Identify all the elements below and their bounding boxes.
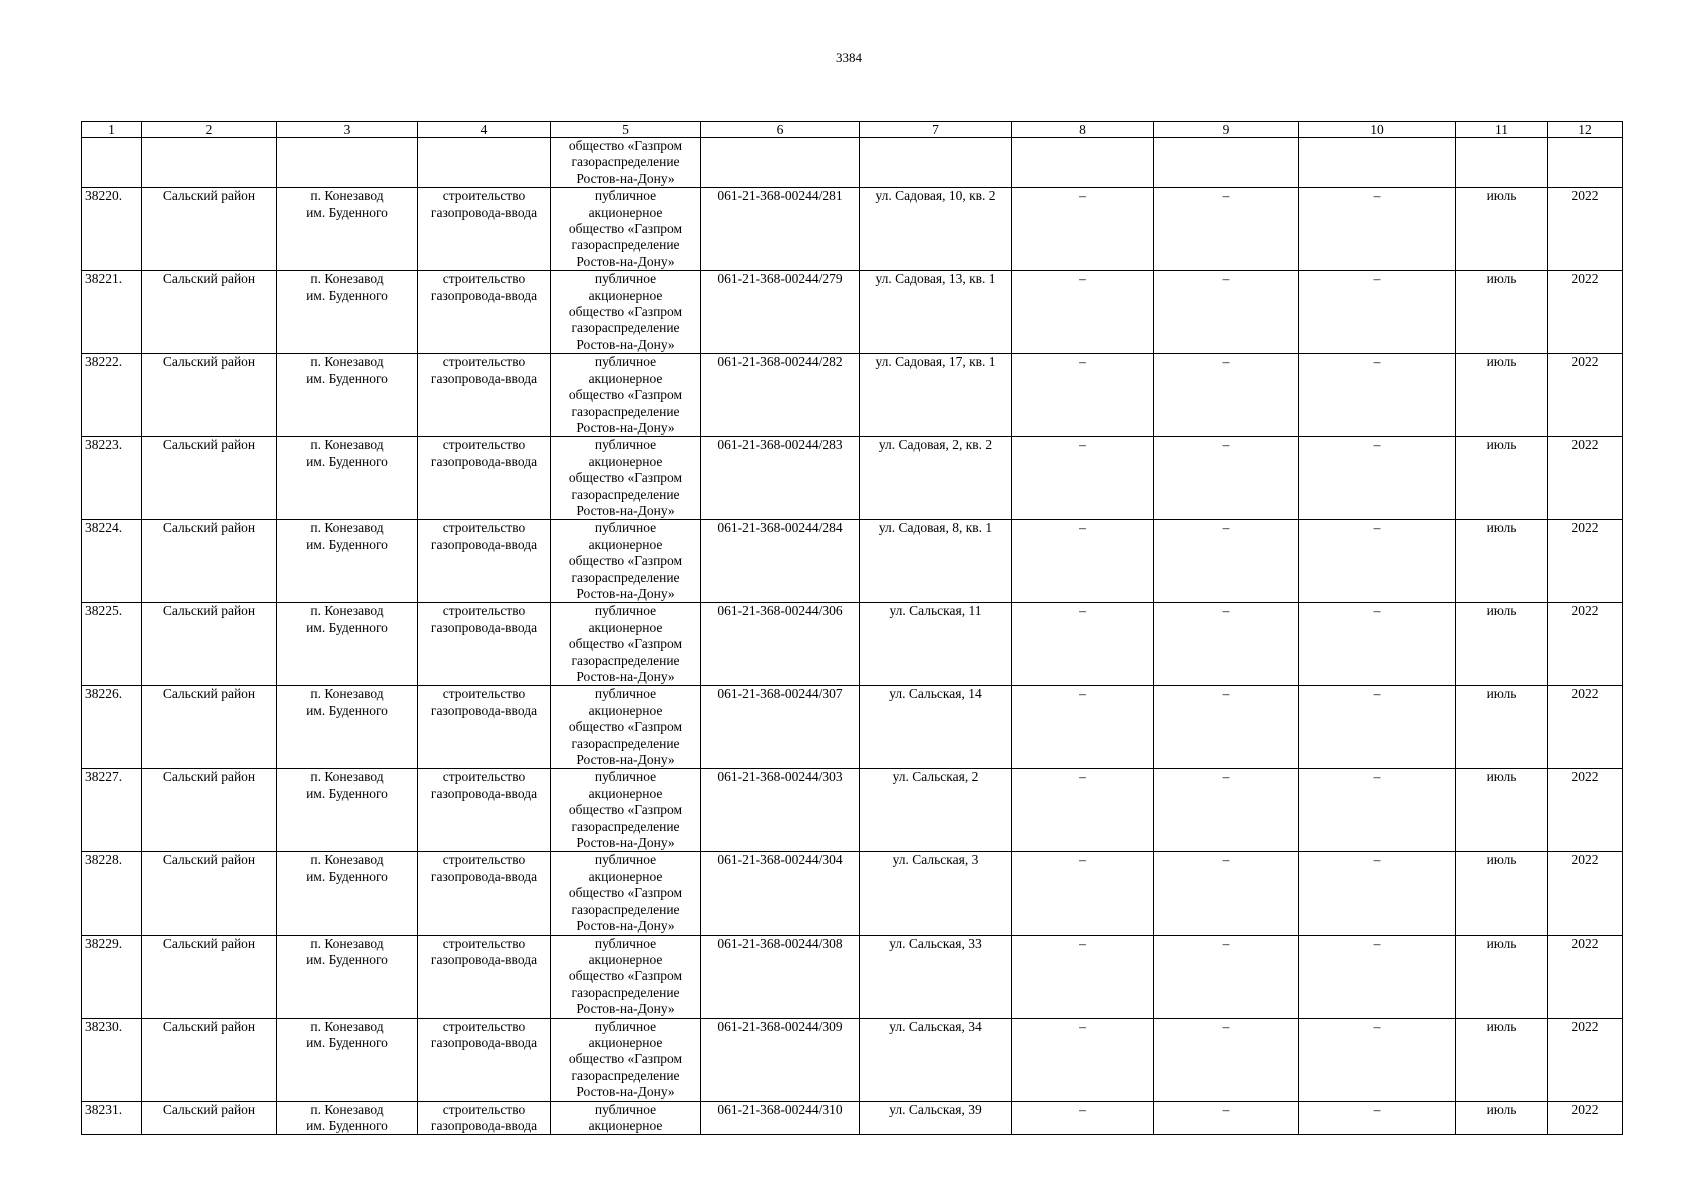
organization-cell: публичное акционерное общество «Газпром газораспределение Ростов-на-Дону» [551, 354, 701, 437]
table-row [82, 188, 1623, 271]
table-row [82, 271, 1623, 354]
work-type-cell: строительство газопровода-ввода [418, 437, 551, 520]
organization-cell: публичное акционерное общество «Газпром газораспределение Ростов-на-Дону» [551, 188, 701, 271]
row-number: 38224. [82, 520, 142, 603]
dash-cell: – [1012, 1101, 1154, 1135]
page-number: 3384 [836, 50, 862, 65]
code-cell: 061-21-368-00244/304 [701, 852, 860, 935]
district-cell: Сальский район [142, 603, 277, 686]
dash-cell: – [1299, 1101, 1456, 1135]
year-cell: 2022 [1548, 852, 1623, 935]
dash-cell: – [1012, 603, 1154, 686]
dash-cell: – [1299, 354, 1456, 437]
settlement-cell: п. Конезавод им. Буденного [277, 520, 418, 603]
row-number: 38225. [82, 603, 142, 686]
year-cell: 2022 [1548, 603, 1623, 686]
dash-cell: – [1154, 603, 1299, 686]
year-cell: 2022 [1548, 1018, 1623, 1101]
address-cell: ул. Сальская, 33 [860, 935, 1012, 1018]
dash-cell: – [1154, 437, 1299, 520]
settlement-cell: п. Конезавод им. Буденного [277, 271, 418, 354]
dash-cell: – [1012, 188, 1154, 271]
month-cell: июль [1456, 852, 1548, 935]
address-cell: ул. Сальская, 34 [860, 1018, 1012, 1101]
month-cell: июль [1456, 769, 1548, 852]
month-cell: июль [1456, 271, 1548, 354]
column-header: 1 [82, 122, 142, 138]
settlement-cell: п. Конезавод им. Буденного [277, 603, 418, 686]
dash-cell: – [1012, 437, 1154, 520]
organization-cell: публичное акционерное общество «Газпром газораспределение Ростов-на-Дону» [551, 603, 701, 686]
district-cell: Сальский район [142, 935, 277, 1018]
dash-cell: – [1154, 852, 1299, 935]
month-cell: июль [1456, 1101, 1548, 1135]
row-number: 38229. [82, 935, 142, 1018]
code-cell: 061-21-368-00244/310 [701, 1101, 860, 1135]
dash-cell: – [1299, 271, 1456, 354]
month-cell: июль [1456, 354, 1548, 437]
settlement-cell: п. Конезавод им. Буденного [277, 935, 418, 1018]
code-cell: 061-21-368-00244/283 [701, 437, 860, 520]
dash-cell: – [1154, 520, 1299, 603]
table-row [82, 520, 1623, 603]
column-number-row [82, 122, 1623, 138]
district-cell: Сальский район [142, 520, 277, 603]
dash-cell: – [1012, 686, 1154, 769]
row-number: 38228. [82, 852, 142, 935]
month-cell: июль [1456, 188, 1548, 271]
column-header: 2 [142, 122, 277, 138]
work-type-cell: строительство газопровода-ввода [418, 1101, 551, 1135]
code-cell: 061-21-368-00244/306 [701, 603, 860, 686]
registry-table [81, 121, 1623, 1135]
code-cell: 061-21-368-00244/308 [701, 935, 860, 1018]
district-cell: Сальский район [142, 271, 277, 354]
dash-cell: – [1299, 603, 1456, 686]
column-header: 7 [860, 122, 1012, 138]
work-type-cell: строительство газопровода-ввода [418, 1018, 551, 1101]
organization-cell: общество «Газпром газораспределение Ростов-на-Дону» [551, 138, 701, 188]
year-cell: 2022 [1548, 935, 1623, 1018]
continuation-row [82, 138, 1623, 188]
dash-cell: – [1154, 354, 1299, 437]
address-cell: ул. Сальская, 3 [860, 852, 1012, 935]
address-cell: ул. Сальская, 2 [860, 769, 1012, 852]
settlement-cell: п. Конезавод им. Буденного [277, 686, 418, 769]
month-cell: июль [1456, 520, 1548, 603]
dash-cell: – [1154, 686, 1299, 769]
dash-cell: – [1154, 271, 1299, 354]
code-cell: 061-21-368-00244/279 [701, 271, 860, 354]
organization-cell: публичное акционерное общество «Газпром газораспределение Ростов-на-Дону» [551, 852, 701, 935]
dash-cell: – [1154, 1101, 1299, 1135]
dash-cell: – [1012, 520, 1154, 603]
settlement-cell: п. Конезавод им. Буденного [277, 188, 418, 271]
organization-cell: публичное акционерное [551, 1101, 701, 1135]
code-cell: 061-21-368-00244/284 [701, 520, 860, 603]
address-cell: ул. Садовая, 17, кв. 1 [860, 354, 1012, 437]
column-header: 12 [1548, 122, 1623, 138]
dash-cell: – [1299, 437, 1456, 520]
year-cell: 2022 [1548, 1101, 1623, 1135]
column-header: 9 [1154, 122, 1299, 138]
district-cell: Сальский район [142, 437, 277, 520]
settlement-cell: п. Конезавод им. Буденного [277, 437, 418, 520]
code-cell: 061-21-368-00244/307 [701, 686, 860, 769]
address-cell: ул. Садовая, 13, кв. 1 [860, 271, 1012, 354]
column-header: 5 [551, 122, 701, 138]
organization-cell: публичное акционерное общество «Газпром газораспределение Ростов-на-Дону» [551, 935, 701, 1018]
district-cell: Сальский район [142, 1018, 277, 1101]
work-type-cell: строительство газопровода-ввода [418, 686, 551, 769]
code-cell: 061-21-368-00244/282 [701, 354, 860, 437]
row-number: 38220. [82, 188, 142, 271]
dash-cell: – [1299, 852, 1456, 935]
dash-cell: – [1154, 188, 1299, 271]
column-header: 6 [701, 122, 860, 138]
dash-cell: – [1299, 1018, 1456, 1101]
row-number: 38222. [82, 354, 142, 437]
column-header: 8 [1012, 122, 1154, 138]
dash-cell: – [1299, 520, 1456, 603]
dash-cell: – [1012, 271, 1154, 354]
address-cell: ул. Садовая, 8, кв. 1 [860, 520, 1012, 603]
month-cell: июль [1456, 1018, 1548, 1101]
year-cell: 2022 [1548, 520, 1623, 603]
dash-cell: – [1299, 686, 1456, 769]
address-cell: ул. Садовая, 2, кв. 2 [860, 437, 1012, 520]
district-cell: Сальский район [142, 852, 277, 935]
address-cell: ул. Сальская, 11 [860, 603, 1012, 686]
settlement-cell: п. Конезавод им. Буденного [277, 354, 418, 437]
table-row [82, 935, 1623, 1018]
dash-cell: – [1012, 769, 1154, 852]
work-type-cell: строительство газопровода-ввода [418, 852, 551, 935]
column-header: 3 [277, 122, 418, 138]
dash-cell: – [1299, 935, 1456, 1018]
year-cell: 2022 [1548, 271, 1623, 354]
year-cell: 2022 [1548, 437, 1623, 520]
year-cell: 2022 [1548, 188, 1623, 271]
settlement-cell: п. Конезавод им. Буденного [277, 1018, 418, 1101]
dash-cell: – [1012, 852, 1154, 935]
row-number: 38227. [82, 769, 142, 852]
dash-cell: – [1299, 769, 1456, 852]
district-cell: Сальский район [142, 188, 277, 271]
settlement-cell: п. Конезавод им. Буденного [277, 1101, 418, 1135]
table-row [82, 686, 1623, 769]
month-cell: июль [1456, 686, 1548, 769]
organization-cell: публичное акционерное общество «Газпром газораспределение Ростов-на-Дону» [551, 520, 701, 603]
table-row [82, 1101, 1623, 1135]
row-number: 38231. [82, 1101, 142, 1135]
table-row [82, 354, 1623, 437]
work-type-cell: строительство газопровода-ввода [418, 354, 551, 437]
year-cell: 2022 [1548, 769, 1623, 852]
dash-cell: – [1012, 935, 1154, 1018]
dash-cell: – [1154, 935, 1299, 1018]
district-cell: Сальский район [142, 686, 277, 769]
table-row [82, 437, 1623, 520]
code-cell: 061-21-368-00244/309 [701, 1018, 860, 1101]
district-cell: Сальский район [142, 769, 277, 852]
dash-cell: – [1154, 1018, 1299, 1101]
work-type-cell: строительство газопровода-ввода [418, 603, 551, 686]
work-type-cell: строительство газопровода-ввода [418, 520, 551, 603]
organization-cell: публичное акционерное общество «Газпром газораспределение Ростов-на-Дону» [551, 271, 701, 354]
table-row [82, 769, 1623, 852]
row-number: 38221. [82, 271, 142, 354]
address-cell: ул. Сальская, 14 [860, 686, 1012, 769]
dash-cell: – [1012, 354, 1154, 437]
organization-cell: публичное акционерное общество «Газпром газораспределение Ростов-на-Дону» [551, 769, 701, 852]
work-type-cell: строительство газопровода-ввода [418, 935, 551, 1018]
organization-cell: публичное акционерное общество «Газпром газораспределение Ростов-на-Дону» [551, 437, 701, 520]
row-number: 38230. [82, 1018, 142, 1101]
month-cell: июль [1456, 437, 1548, 520]
dash-cell: – [1154, 769, 1299, 852]
column-header: 4 [418, 122, 551, 138]
dash-cell: – [1012, 1018, 1154, 1101]
code-cell: 061-21-368-00244/303 [701, 769, 860, 852]
work-type-cell: строительство газопровода-ввода [418, 188, 551, 271]
address-cell: ул. Сальская, 39 [860, 1101, 1012, 1135]
column-header: 11 [1456, 122, 1548, 138]
row-number: 38223. [82, 437, 142, 520]
code-cell: 061-21-368-00244/281 [701, 188, 860, 271]
work-type-cell: строительство газопровода-ввода [418, 271, 551, 354]
month-cell: июль [1456, 935, 1548, 1018]
table-row [82, 1018, 1623, 1101]
row-number: 38226. [82, 686, 142, 769]
settlement-cell: п. Конезавод им. Буденного [277, 852, 418, 935]
year-cell: 2022 [1548, 354, 1623, 437]
organization-cell: публичное акционерное общество «Газпром газораспределение Ростов-на-Дону» [551, 686, 701, 769]
column-header: 10 [1299, 122, 1456, 138]
district-cell: Сальский район [142, 354, 277, 437]
table-row [82, 852, 1623, 935]
district-cell: Сальский район [142, 1101, 277, 1135]
year-cell: 2022 [1548, 686, 1623, 769]
dash-cell: – [1299, 188, 1456, 271]
table-row [82, 603, 1623, 686]
address-cell: ул. Садовая, 10, кв. 2 [860, 188, 1012, 271]
month-cell: июль [1456, 603, 1548, 686]
organization-cell: публичное акционерное общество «Газпром газораспределение Ростов-на-Дону» [551, 1018, 701, 1101]
work-type-cell: строительство газопровода-ввода [418, 769, 551, 852]
settlement-cell: п. Конезавод им. Буденного [277, 769, 418, 852]
